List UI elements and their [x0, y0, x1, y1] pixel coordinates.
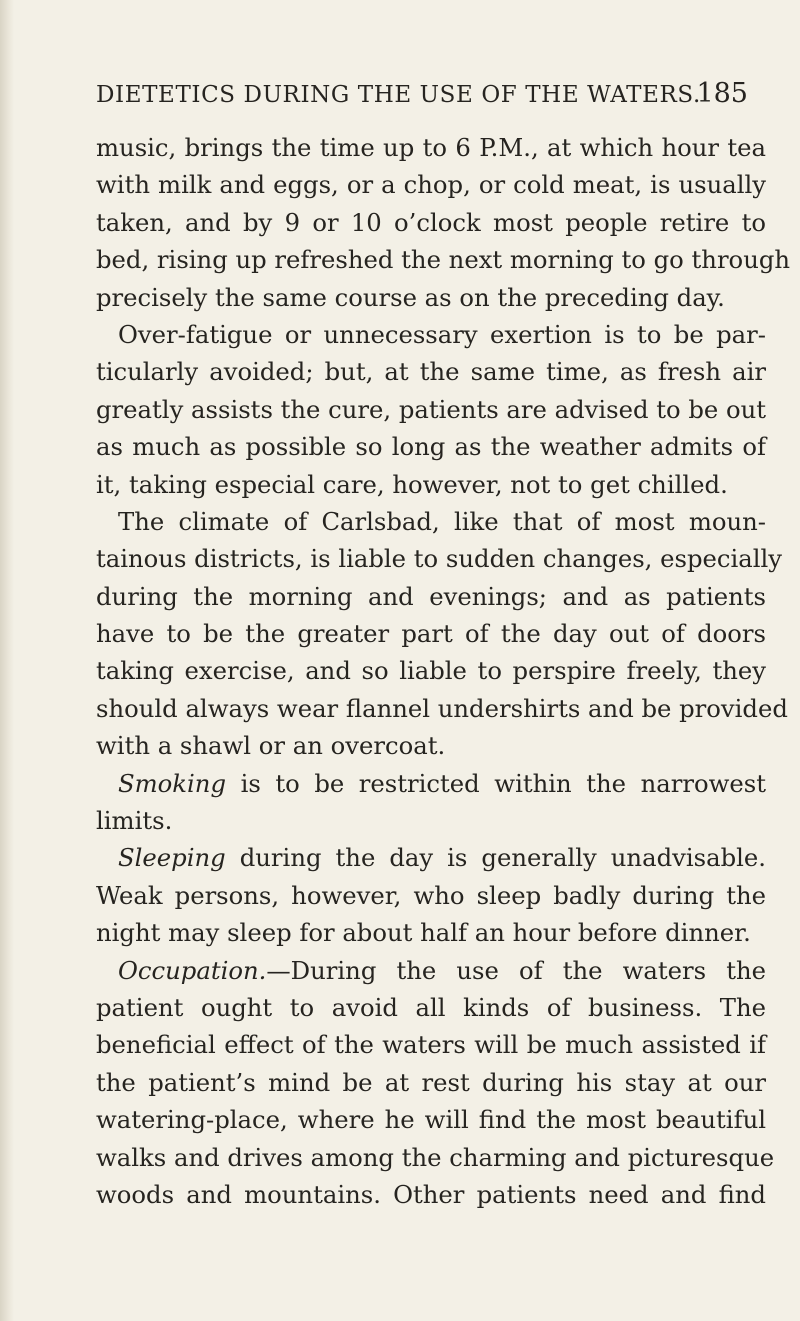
text-line: precisely the same course as on the preceding day. [96, 282, 725, 312]
text-line: bed, rising up refreshed the next morning to go through [96, 245, 791, 275]
text-line: night may sleep for about half an hour before dinner. [96, 918, 751, 948]
text-line: Weak persons, however, who sleep badly during the [96, 880, 766, 910]
page-number: 185 [696, 78, 748, 109]
text-line: should always wear flannel undershirts and be provided [96, 693, 788, 723]
running-head: DIETETICS DURING THE USE OF THE WATERS. [96, 82, 701, 108]
text-line: woods and mountains. Other patients need and find [96, 1179, 766, 1209]
text-line: the patient’s mind be at rest during his stay at our [96, 1067, 766, 1097]
section-heading-sleeping: Sleeping [118, 843, 226, 873]
text-line: limits. [96, 806, 173, 836]
text-line: music, brings the time up to 6 P.M., at which hour tea [96, 133, 766, 162]
body-text [96, 129, 791, 1213]
section-heading-smoking: Smoking [118, 768, 227, 798]
text-line: patient ought to avoid all kinds of business. The [96, 992, 766, 1022]
text-line: as much as possible so long as the weather admits of [96, 432, 766, 462]
text-line: have to be the greater part of the day out of doors [96, 619, 766, 649]
text-line: taking exercise, and so liable to perspire freely, they [96, 656, 766, 686]
page-header [96, 78, 776, 118]
text-line: during the morning and evenings; and as patients [96, 581, 766, 611]
text-line: taken, and by 9 or 10 o’clock most people retire to [96, 207, 766, 237]
text-line: it, taking especial care, however, not to get chilled. [96, 469, 728, 499]
text-line: walks and drives among the charming and picturesque [96, 1142, 775, 1172]
text-line: Occupation.—During the use of the waters the [118, 955, 766, 985]
section-heading-occupation: Occupation. [118, 955, 267, 985]
text-line: beneficial effect of the waters will be much assisted if [96, 1030, 766, 1060]
page-binding-edge [0, 0, 14, 1321]
text-line: Over-fatigue or unnecessary exertion is to be par- [118, 319, 766, 349]
text-line: ticularly avoided; but, at the same time, as fresh air [96, 357, 766, 387]
text-line: tainous districts, is liable to sudden changes, especially [96, 544, 783, 574]
text-line: Sleeping during the day is generally unadvisable. [118, 843, 766, 873]
text-line: The climate of Carlsbad, like that of most moun- [118, 506, 766, 536]
text-line: Smoking is to be restricted within the narrowest [118, 768, 766, 798]
text-line: greatly assists the cure, patients are advised to be out [96, 394, 767, 424]
text-line: with milk and eggs, or a chop, or cold meat, is usually [96, 170, 766, 200]
text-line: watering-place, where he will find the most beautiful [96, 1105, 766, 1135]
text-line: with a shawl or an overcoat. [96, 731, 446, 761]
